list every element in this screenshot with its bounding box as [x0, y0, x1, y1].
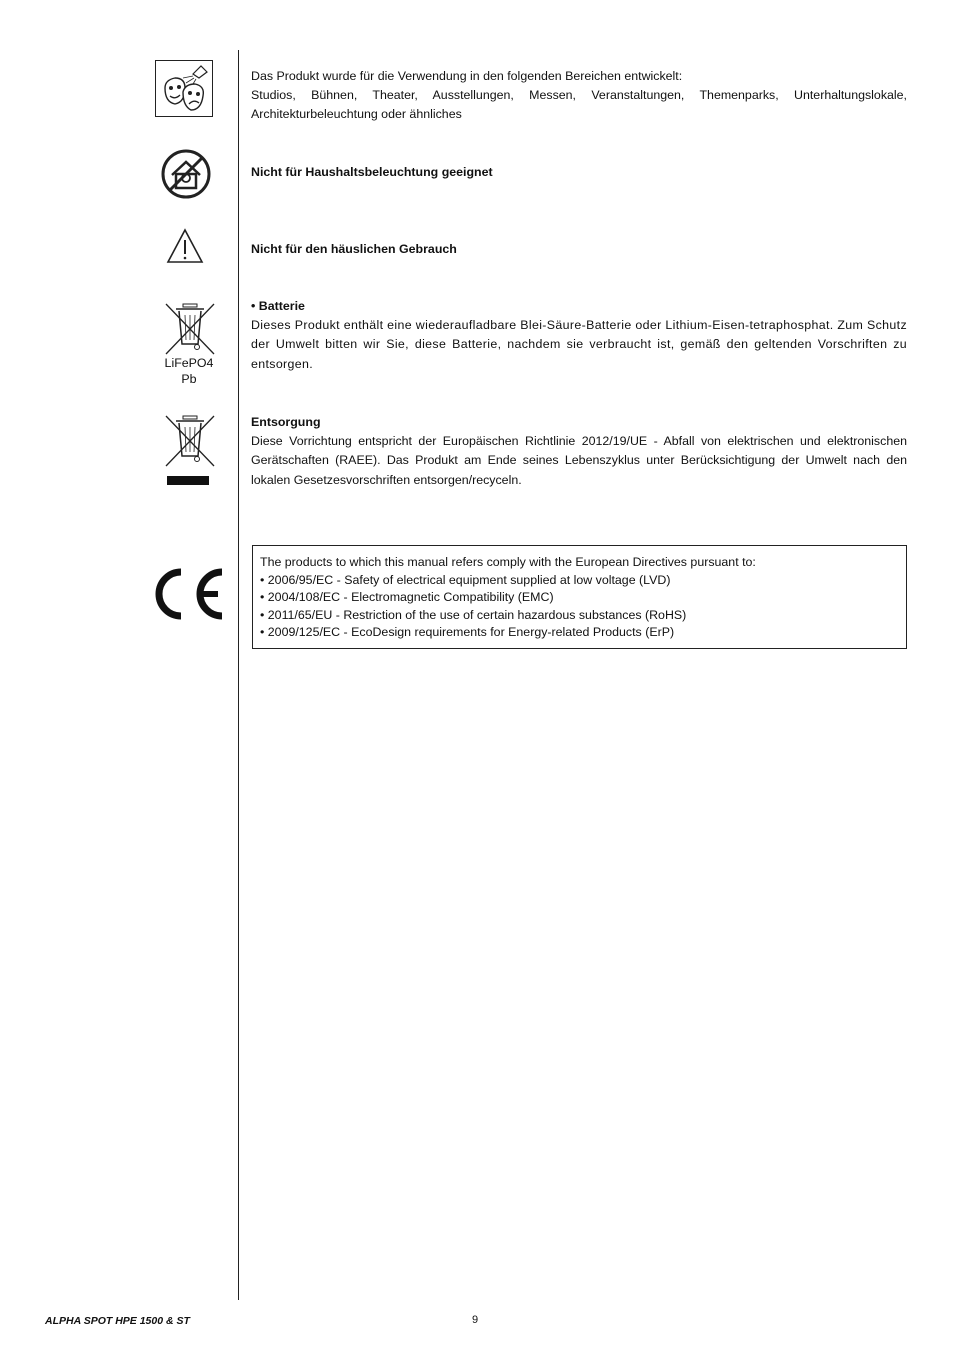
ce-compliance-box — [252, 545, 907, 649]
page-number: 9 — [472, 1314, 479, 1326]
usage-section — [251, 67, 907, 125]
battery-label-pb: Pb — [181, 372, 197, 386]
ce-item: • 2011/65/EU - Restriction of the use of certain hazardous substances (RoHS) — [260, 607, 687, 622]
usage-intro: Das Produkt wurde für die Verwendung in den folgenden Bereichen entwickelt: — [251, 69, 683, 83]
household-warning-text: Nicht für Haushaltsbeleuchtung geeignet — [251, 165, 493, 179]
battery-section — [251, 297, 907, 374]
ce-mark-icon — [147, 566, 227, 627]
footer-product-name: ALPHA SPOT HPE 1500 & ST — [45, 1315, 190, 1327]
ce-intro: The products to which this manual refers comply with the European Directives pursuant to: — [260, 555, 756, 569]
battery-body: Dieses Produkt enthält eine wiederaufladbare Blei-Säure-Batterie oder Lithium-Eisen-tetraphosphat. Zum Schutz der Umwelt bitten wir Sie, diese Batterie, nachdem sie verbraucht ist, gemäß den geltenden Vorschriften zu entsorgen. — [251, 318, 907, 371]
no-household-lighting-icon — [160, 148, 212, 205]
ce-item: • 2006/95/EC - Safety of electrical equipment supplied at low voltage (LVD) — [260, 572, 671, 587]
battery-label-lifepo4: LiFePO4 — [164, 356, 214, 370]
usage-body: Studios, Bühnen, Theater, Ausstellungen, Messen, Veranstaltungen, Themenparks, Unterhaltungslokale, Architekturbeleuchtung oder ähnliches — [251, 88, 907, 122]
vertical-divider — [238, 50, 239, 1300]
warning-triangle-icon — [166, 228, 204, 269]
theatre-masks-icon — [155, 60, 213, 123]
domestic-warning-text: Nicht für den häuslichen Gebrauch — [251, 242, 457, 256]
battery-title: • Batterie — [251, 299, 305, 313]
disposal-body: Diese Vorrichtung entspricht der Europäischen Richtlinie 2012/19/UE - Abfall von elektrischen und elektronischen Gerätschaften (RAEE). Das Produkt am Ende seines Lebenszyklus unter Berücksichtigung der Umwelt nach den lokalen Gesetzesvorschriften entsorgen/recyceln. — [251, 434, 907, 487]
ce-item: • 2009/125/EC - EcoDesign requirements for Energy-related Products (ErP) — [260, 625, 675, 640]
ce-item: • 2004/108/EC - Electromagnetic Compatibility (EMC) — [260, 590, 554, 605]
crossed-bin-battery-icon — [163, 300, 217, 363]
disposal-title: Entsorgung — [251, 415, 321, 429]
disposal-section — [251, 413, 907, 490]
crossed-bin-weee-icon — [163, 412, 217, 493]
